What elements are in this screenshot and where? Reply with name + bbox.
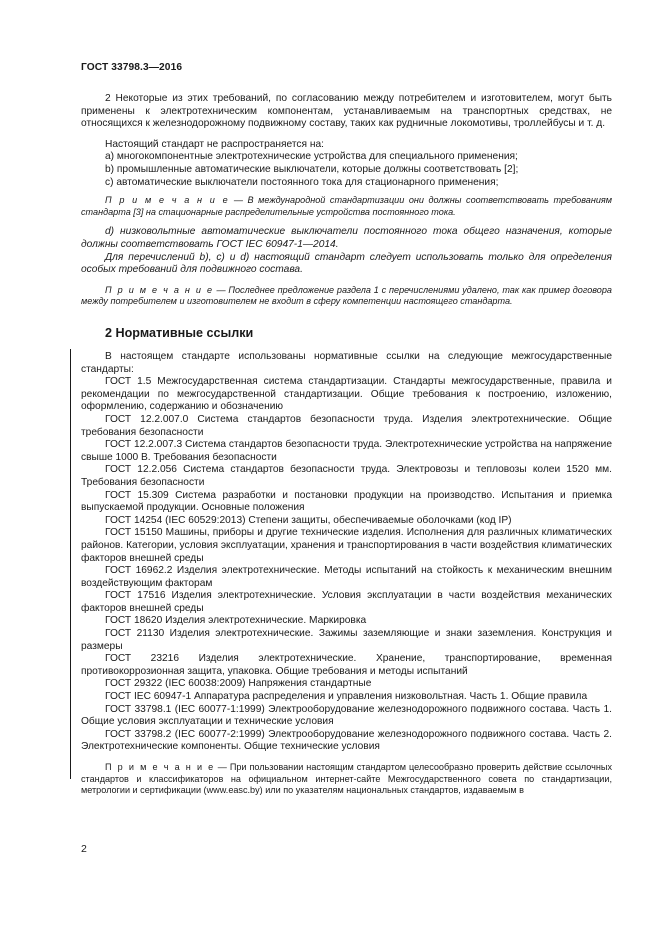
note-1 — [81, 195, 612, 218]
list-item-b: b) промышленные автоматические выключатели, которые должны соответствовать [2]; — [105, 163, 519, 175]
reference-item: ГОСТ 18620 Изделия электротехнические. Маркировка — [105, 615, 367, 627]
note-2-text: — Последнее предложение раздела 1 с перечислениями удалено, так как пример договора между потребителем и изготовителем не входит в сферу компетенции настоящего стандарта. — [81, 284, 612, 307]
reference-item: ГОСТ 29322 (IEC 60038:2009) Напряжения стандартные — [105, 678, 372, 690]
scope-intro: Настоящий стандарт не распространяется на: — [105, 138, 325, 150]
document-header: ГОСТ 33798.3—2016 — [81, 62, 183, 73]
reference-item: ГОСТ 33798.1 (IEC 60077-1:1999) Электрооборудование железнодорожного подвижного состава. Часть 1. Общие условия эксплуатации и технические условия — [81, 703, 612, 728]
note-1-text: — В международной стандартизации они должны соответствовать требованиям стандарта [3] на стационарные распределительные устройства постоянного тока. — [81, 195, 612, 217]
reference-item: ГОСТ 33798.2 (IEC 60077-2:1999) Электрооборудование железнодорожного подвижного состава. Часть 2. Электротехнические компоненты. Общие технические условия — [81, 728, 612, 753]
reference-item: ГОСТ 15150 Машины, приборы и другие технические изделия. Исполнения для различных климатических районов. Категории, условия эксплуатации, хранения и транспортирования в части воздействия климатических факторов внешней среды — [81, 527, 612, 564]
references-note-label: П р и м е ч а н и е — [105, 762, 215, 772]
lists-usage-paragraph: Для перечислений b), c) и d) настоящий стандарт следует использовать только для определения особых требований для подвижного состава. — [81, 251, 612, 276]
scope-section — [81, 93, 612, 308]
reference-item: ГОСТ 23216 Изделия электротехнические. Хранение, транспортирование, временная противокоррозионная защита, упаковка. Общие требования и методы испытаний — [81, 653, 612, 677]
references-note-text: — При пользовании настоящим стандартом целесообразно проверить действие ссылочных стандартов и классификаторов на официальном интернет-сайте Межгосударственного совета по стандартизации, метрологии и сертификации (www.easc.by) или по указателям национальных стандартов, издаваемым в — [81, 762, 612, 796]
references-intro: В настоящем стандарте использованы нормативные ссылки на следующие межгосударственные стандарты: — [81, 351, 612, 375]
reference-item: ГОСТ 15.309 Система разработки и постановки продукции на производство. Испытания и приемка выпускаемой продукции. Основные положения — [81, 489, 612, 514]
paragraph-2: 2 Некоторые из этих требований, по согласованию между потребителем и изготовителем, могут быть применены к электротехническим компонентам, устанавливаемым на транспортных средствах, не относящихся к железнодорожному подвижному составу, таких как рудничные локомотивы, троллейбусы и т. д. — [81, 93, 612, 130]
references-note — [81, 762, 612, 797]
note-2-label: П р и м е ч а н и е — [105, 284, 214, 295]
list-item-d: d) низковольтные автоматические выключатели постоянного тока общего назначения, которые должны соответствовать ГОСТ IEC 60947-1—2014. — [81, 226, 612, 250]
page-number: 2 — [81, 843, 87, 855]
reference-item: ГОСТ 12.2.007.0 Система стандартов безопасности труда. Изделия электротехнические. Общие требования безопасности — [81, 413, 612, 438]
reference-item: ГОСТ 14254 (IEC 60529:2013) Степени защиты, обеспечиваемые оболочками (код IP) — [105, 514, 512, 526]
reference-item: ГОСТ 16962.2 Изделия электротехнические. Методы испытаний на стойкость к механическим внешним воздействующим факторам — [81, 565, 612, 589]
reference-item: ГОСТ 12.2.007.3 Система стандартов безопасности труда. Электротехнические устройства на напряжение свыше 1000 В. Требования безопасности — [81, 439, 612, 463]
references-section — [81, 351, 612, 797]
reference-item: ГОСТ 12.2.056 Система стандартов безопасности труда. Электровозы и тепловозы колеи 1520 мм. Требования безопасности — [81, 464, 612, 488]
change-bar — [70, 349, 71, 779]
note-2 — [81, 285, 612, 308]
reference-item: ГОСТ 17516 Изделия электротехнические. Условия эксплуатации в части воздействия механических факторов внешней среды — [81, 590, 612, 614]
section-2-heading: 2 Нормативные ссылки — [105, 326, 254, 340]
note-1-label: П р и м е ч а н и е — [105, 195, 230, 206]
reference-item: ГОСТ 21130 Изделия электротехнические. Зажимы заземляющие и знаки заземления. Конструкция и размеры — [81, 628, 612, 652]
list-item-a: a) многокомпонентные электротехнические устройства для специального применения; — [105, 151, 518, 163]
reference-item: ГОСТ 1.5 Межгосударственная система стандартизации. Стандарты межгосударственные, правила и рекомендации по межгосударственной стандартизации. Общие требования к построению, изложению, оформлению, содержанию и обозначению — [81, 376, 612, 413]
list-item-c: c) автоматические выключатели постоянного тока для стационарного применения; — [105, 176, 499, 188]
reference-item: ГОСТ IEC 60947-1 Аппаратура распределения и управления низковольтная. Часть 1. Общие правила — [105, 691, 588, 703]
